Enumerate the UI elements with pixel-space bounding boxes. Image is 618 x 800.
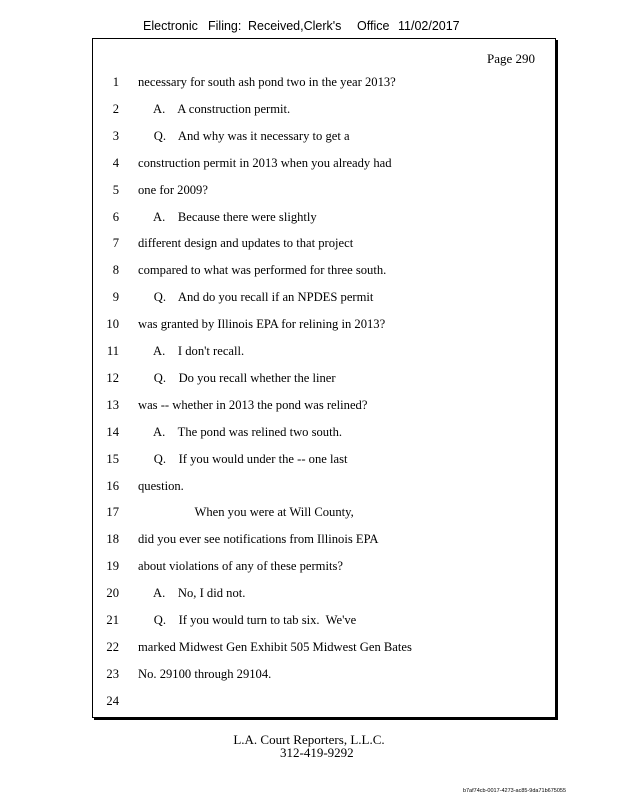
transcript-line	[93, 452, 553, 472]
transcript-line	[93, 102, 553, 122]
line-number: 15	[106, 451, 119, 466]
line-number: 14	[106, 424, 119, 439]
line-number: 11	[106, 344, 119, 358]
line-number: 19	[106, 559, 119, 574]
line-text: marked Midwest Gen Exhibit 505 Midwest Gen Bates	[138, 639, 412, 654]
transcript-line	[93, 210, 553, 230]
line-number: 22	[106, 639, 119, 654]
line-number: 9	[112, 290, 119, 305]
line-text: construction permit in 2013 when you already had	[138, 155, 392, 170]
footer-company: L.A. Court Reporters, L.L.C.	[233, 732, 385, 747]
transcript-page	[92, 38, 556, 718]
line-text: about violations of any of these permits?	[138, 559, 343, 574]
transcript-line	[93, 129, 553, 149]
line-text: Q. And why was it necessary to get a	[138, 128, 350, 143]
line-text: Q. And do you recall if an NPDES permit	[138, 290, 374, 305]
transcript-line	[93, 694, 553, 714]
transcript-line	[93, 586, 553, 606]
document-hash: b7af74cb-0017-4273-ac85-9da71b675055	[462, 788, 566, 794]
transcript-line	[93, 236, 553, 256]
transcript-line	[93, 75, 553, 95]
line-number: 1	[112, 75, 119, 89]
line-number: 20	[106, 586, 119, 601]
line-text: compared to what was performed for three south.	[138, 263, 387, 278]
transcript-line	[93, 559, 553, 579]
transcript-line	[93, 263, 553, 283]
line-text: question.	[138, 478, 184, 493]
line-text: different design and updates to that project	[138, 236, 354, 251]
line-text: When you were at Will County,	[138, 505, 354, 520]
line-text: A. The pond was relined two south.	[138, 424, 343, 439]
line-number: 10	[106, 317, 119, 332]
line-text: was granted by Illinois EPA for relining in 2013?	[138, 317, 386, 332]
line-number: 4	[112, 155, 119, 170]
line-number: 16	[106, 478, 119, 493]
filing-header-received: Received,Clerk's	[248, 19, 342, 33]
line-number: 24	[106, 693, 119, 708]
line-number: 18	[106, 532, 119, 547]
line-number: 2	[112, 101, 119, 116]
line-text: one for 2009?	[138, 182, 208, 197]
line-text: No. 29100 through 29104.	[138, 666, 272, 681]
line-text: was -- whether in 2013 the pond was relined?	[138, 397, 368, 412]
transcript-line	[93, 613, 553, 633]
transcript-line	[93, 667, 553, 687]
line-number: 13	[106, 397, 119, 412]
transcript-line	[93, 532, 553, 552]
line-number: 17	[106, 505, 119, 520]
transcript-line	[93, 425, 553, 445]
line-number: 7	[112, 236, 119, 251]
line-text: A. A construction permit.	[138, 101, 291, 116]
footer-phone: 312-419-9292	[280, 745, 354, 760]
transcript-line	[93, 398, 553, 418]
line-text: A. No, I did not.	[138, 586, 246, 601]
transcript-line	[93, 183, 553, 203]
transcript-line	[93, 290, 553, 310]
line-text: Q. Do you recall whether the liner	[138, 370, 336, 385]
transcript-line	[93, 640, 553, 660]
line-number: 21	[106, 613, 119, 627]
line-text: Q. If you would turn to tab six. We've	[138, 613, 357, 627]
filing-header-filing: Filing:	[208, 19, 242, 33]
line-text: necessary for south ash pond two in the year 2013?	[138, 75, 396, 89]
filing-header	[0, 19, 618, 39]
line-number: 3	[112, 128, 119, 143]
line-text: Q. If you would under the -- one last	[138, 451, 348, 466]
line-text: did you ever see notifications from Illinois EPA	[138, 532, 379, 547]
filing-header-office: Office	[357, 19, 390, 33]
line-number: 8	[112, 263, 119, 278]
line-number: 5	[112, 182, 119, 197]
line-number: 6	[112, 209, 119, 224]
transcript-line	[93, 479, 553, 499]
page-number: Page 290	[486, 51, 535, 66]
filing-header-electronic: Electronic	[143, 19, 198, 33]
line-number: 23	[106, 666, 119, 681]
line-number: 12	[106, 370, 119, 385]
line-text: A. I don't recall.	[138, 344, 245, 358]
transcript-line	[93, 371, 553, 391]
transcript-line	[93, 317, 553, 337]
transcript-line	[93, 505, 553, 525]
transcript-line	[93, 344, 553, 364]
line-text: A. Because there were slightly	[138, 209, 317, 224]
transcript-line	[93, 156, 553, 176]
filing-header-date: 11/02/2017	[398, 19, 460, 33]
